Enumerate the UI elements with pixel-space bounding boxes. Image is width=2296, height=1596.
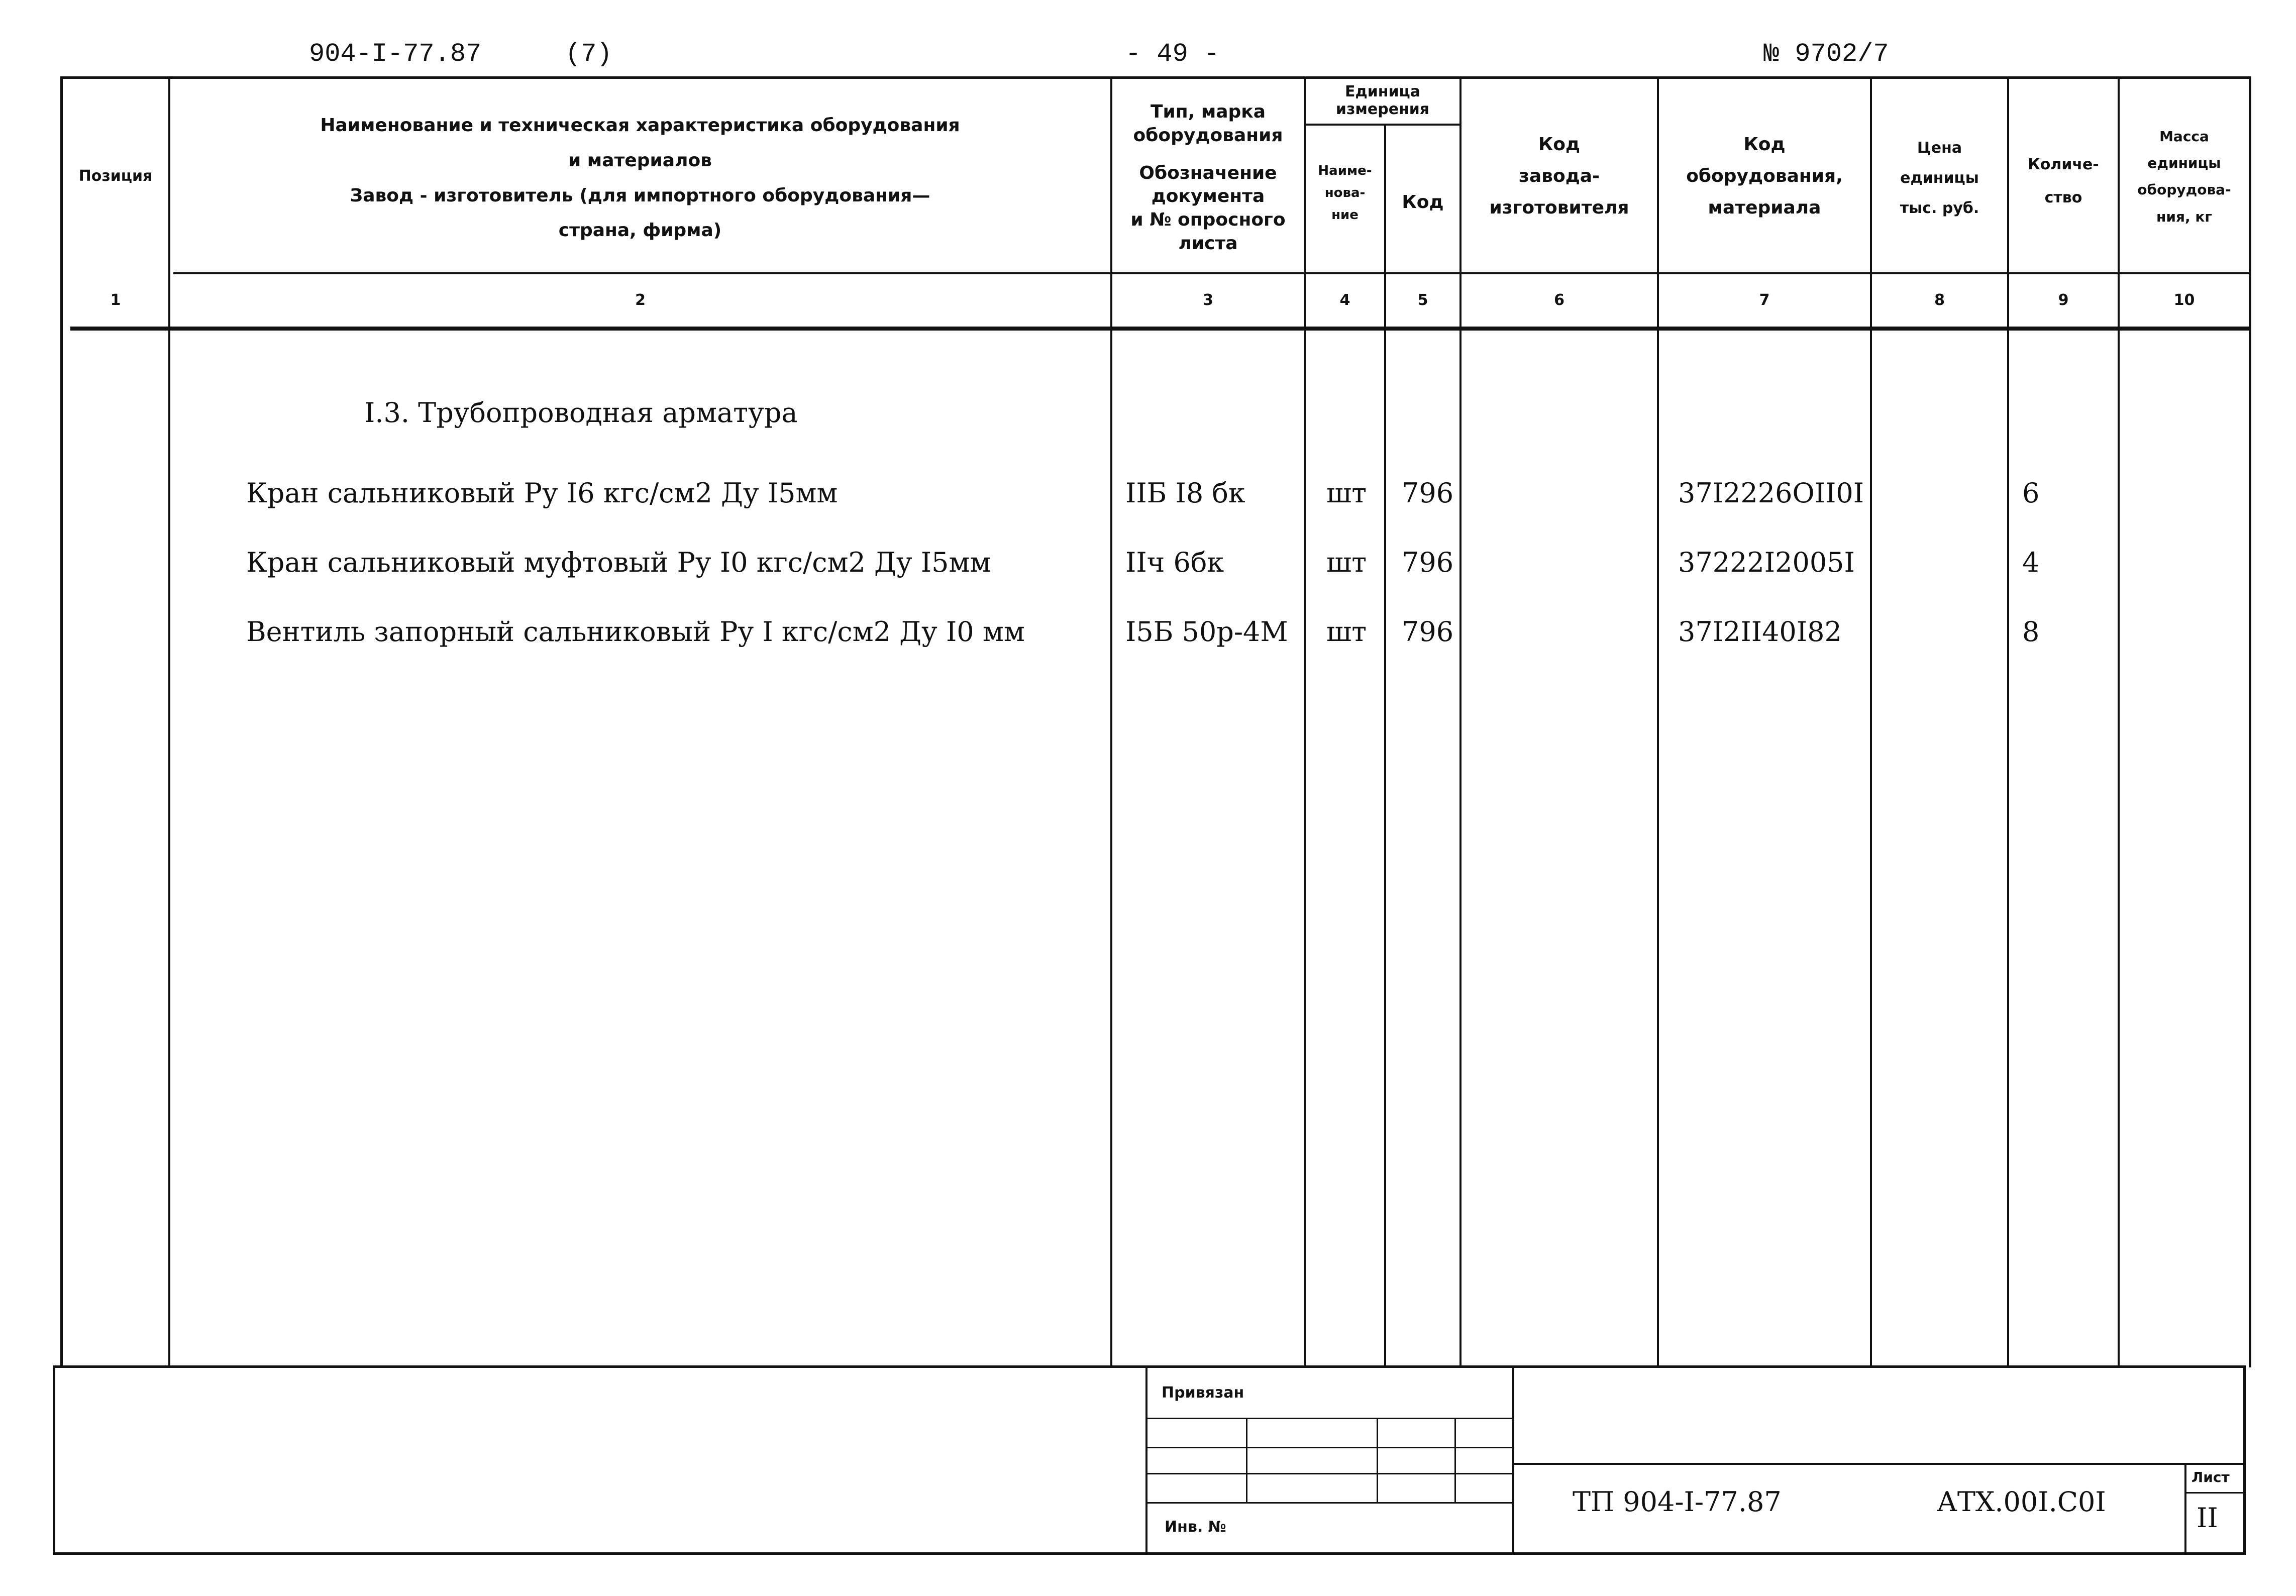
column-number: 9 [2058,291,2069,309]
inventory-label: Инв. № [1165,1518,1226,1536]
item-name: Кран сальниковый муфтовый Ру I0 кгс/см2 Ду I5мм [246,547,991,578]
header-unit-code: Код [1402,192,1444,212]
header-mass-line3: оборудова- [2137,181,2231,198]
item-unit-code: 796 [1402,616,1454,648]
stamp-grid-line [1147,1502,1512,1504]
stamp-grid-col [1454,1418,1456,1503]
item-type: IIч 6бк [1125,547,1224,578]
col-divider-5 [1459,76,1462,1367]
sheet-number: II [2197,1502,2218,1534]
sheet-box-rule [2186,1492,2243,1494]
item-quantity: 4 [2022,547,2040,578]
header-type-line2: оборудования [1133,125,1283,146]
header-equipment-code-line2: оборудования, [1686,166,1843,186]
page-number: - 49 - [1125,39,1220,69]
column-number: 4 [1339,291,1350,309]
item-quantity: 6 [2022,477,2040,509]
header-unit-name-line2: нова- [1324,185,1366,201]
drawing-code: АТХ.00I.C0I [1937,1486,2106,1518]
header-mass [2120,123,2249,230]
header-quantity-line2: ство [2044,189,2082,206]
column-number: 6 [1554,291,1564,309]
item-unit-code: 796 [1402,477,1454,509]
header-unit-group [1306,83,1459,118]
header-factory-code-line1: Код [1538,134,1581,155]
header-rule [173,272,2251,274]
header-unit-group-line2: измерения [1335,100,1430,118]
col-divider-8 [2007,76,2009,1367]
page-left-border [53,1365,55,1555]
header-factory-code-line3: изготовителя [1489,197,1629,218]
page-right-border [2243,1365,2246,1555]
header-type-line3: Обозначение [1139,162,1277,183]
header-name-line2: и материалов [568,150,712,171]
sheet-label: Лист [2191,1469,2230,1485]
header-unit-name-line1: Наиме- [1318,163,1372,178]
sheet-box-left [2184,1463,2186,1553]
project-code: ТП 904-I-77.87 [1573,1486,1782,1518]
stamp-divider-right [1512,1365,1514,1554]
stamp-grid-line [1147,1473,1512,1474]
bound-label: Привязан [1162,1384,1244,1402]
column-number: 10 [2173,291,2195,309]
header-mass-line1: Масса [2159,128,2209,145]
table-right-border [2249,76,2251,1367]
header-name-line3: Завод - изготовитель (для импортного оборудования— [350,185,930,206]
col-divider-9 [2118,76,2120,1367]
doc-code: 904-I-77.87 [309,39,482,69]
column-numbers-rule [70,327,2251,331]
header-unit-group-line1: Единица [1345,83,1420,100]
item-name: Кран сальниковый Ру I6 кгс/см2 Ду I5мм [246,477,838,509]
col-divider-3 [1304,76,1306,1367]
header-price-line2: единицы [1900,169,1979,187]
unit-group-rule [1306,124,1459,126]
item-name: Вентиль запорный сальниковый Ру I кгс/см2 Ду I0 мм [246,616,1025,648]
table-left-border [60,76,63,1367]
table-top-border [60,76,2251,79]
item-equipment-code: 37222I2005I [1678,547,1855,578]
item-unit: шт [1326,477,1367,509]
stamp-grid-col [1377,1418,1378,1503]
header-price [1872,133,2007,224]
item-equipment-code: 37I2226OII0I [1678,477,1864,509]
header-quantity [2009,148,2118,215]
stamp-divider-left [1145,1365,1147,1554]
column-number: 3 [1203,291,1213,309]
col-divider-4 [1384,125,1386,1367]
body-bottom-rule [55,1365,2246,1368]
header-factory-code [1462,129,1657,224]
header-unit-name-line3: ние [1331,207,1359,223]
stamp-grid-line [1147,1418,1512,1419]
header-unit-name [1306,160,1384,227]
header-type-line5: и № опросного [1130,209,1286,231]
header-position: Позиция [78,167,153,185]
header-name [170,112,1110,245]
header-name-line4: страна, фирма) [558,220,722,241]
header-type-line1: Тип, марка [1150,101,1266,122]
column-number: 1 [110,291,121,309]
header-mass-line2: единицы [2147,155,2221,172]
item-type: IIБ I8 бк [1125,477,1245,509]
column-number: 5 [1417,291,1428,309]
item-type: I5Б 50р-4М [1125,616,1288,648]
header-quantity-line1: Количе- [2028,156,2099,173]
page-bottom-border [53,1552,2246,1555]
item-equipment-code: 37I2II40I82 [1678,616,1842,648]
header-type [1112,100,1304,256]
column-number: 8 [1934,291,1945,309]
doc-part: (7) [565,39,612,69]
stamp-grid-col [1246,1418,1247,1503]
header-equipment-code-line3: материала [1708,197,1821,218]
header-equipment-code-line1: Код [1743,134,1786,155]
item-unit: шт [1326,547,1367,578]
col-divider-2 [1110,76,1112,1367]
header-price-line1: Цена [1917,139,1962,157]
header-price-line3: тыс. руб. [1900,199,1979,217]
inventory-number: № 9702/7 [1763,39,1889,69]
header-type-line4: документа [1151,186,1265,207]
section-title: I.3. Трубопроводная арматура [364,397,798,429]
stamp-main-rule [1514,1463,2243,1465]
column-number: 7 [1759,291,1770,309]
header-factory-code-line2: завода- [1518,166,1600,186]
col-divider-6 [1657,76,1659,1367]
column-number: 2 [635,291,646,309]
item-unit-code: 796 [1402,547,1454,578]
stamp-grid-line [1147,1447,1512,1448]
item-unit: шт [1326,616,1367,648]
header-type-line6: листа [1178,233,1238,254]
header-mass-line4: ния, кг [2156,208,2212,225]
col-divider-7 [1870,76,1872,1367]
header-name-line1: Наименование и техническая характеристика оборудования [320,115,960,136]
col-divider-1 [168,76,170,1367]
item-quantity: 8 [2022,616,2040,648]
header-equipment-code [1659,129,1870,224]
